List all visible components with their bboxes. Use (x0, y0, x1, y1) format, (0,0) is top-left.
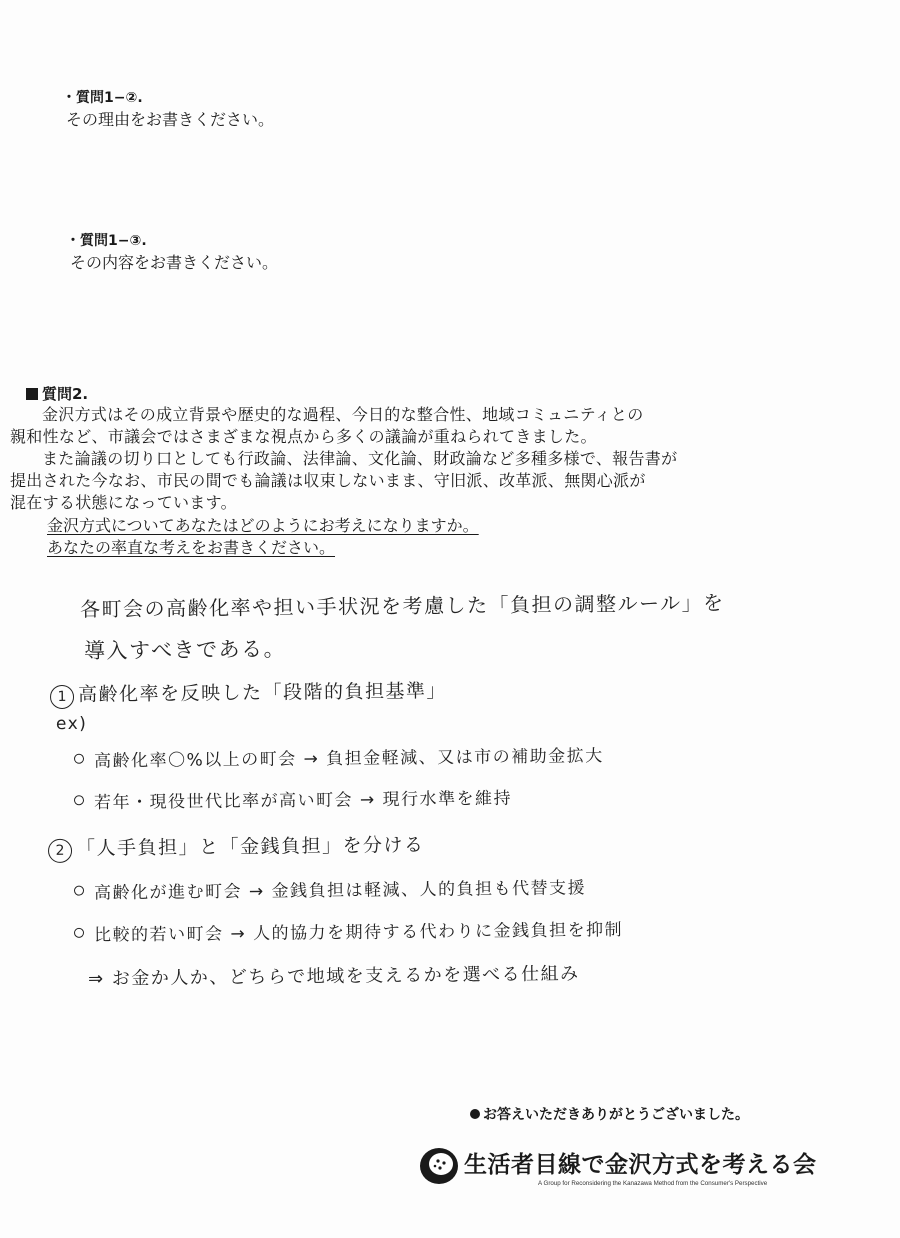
prompt-line-2: あなたの率直な考えをお書きください。 (47, 538, 336, 557)
answer-item-2-bullet-2 (74, 915, 623, 946)
organization-name: 生活者目線で金沢方式を考える会 (464, 1152, 817, 1178)
question-1-2 (62, 88, 274, 130)
ring-bullet-icon (74, 928, 84, 938)
black-dot-icon (470, 1109, 480, 1119)
answer-line-2: 導入すべきである。 (83, 636, 287, 664)
black-square-icon (26, 388, 38, 400)
question-2-heading-text: 質問2. (42, 385, 89, 403)
question-1-3-label: ・質問1−③. (66, 233, 147, 249)
answer-line-1: 各町会の高齢化率や担い手状況を考慮した「負担の調整ルール」を (79, 590, 725, 622)
question-2-heading (26, 384, 786, 404)
ring-bullet-icon (74, 795, 84, 805)
circled-number-2: 2 (48, 839, 72, 863)
answer-item-1-bullet-1 (74, 741, 604, 772)
answer-item-2-bullet-2-text: 比較的若い町会 → 人的協力を期待する代わりに金銭負担を抑制 (93, 920, 624, 946)
answer-conclusion: ⇒ お金か人か、どちらで地域を支えるかを選べる仕組み (87, 963, 580, 990)
question-1-2-text: その理由をお書きください。 (66, 110, 275, 129)
answer-item-1-bullet-2 (74, 784, 512, 814)
onigiri-logo-icon (418, 1144, 460, 1186)
question-2 (10, 384, 786, 559)
question-1-3-text: その内容をお書きください。 (70, 253, 279, 272)
paragraph-2-line-1: また論議の切り口としても行政論、法律論、文化論、財政論など多種多様で、報告書が (42, 449, 678, 468)
ring-bullet-icon (74, 754, 84, 764)
answer-item-2-title-row (48, 830, 425, 863)
answer-item-1-bullet-2-text: 若年・現役世代比率が高い町会 → 現行水準を維持 (93, 788, 513, 814)
paragraph-1-line-1: 金沢方式はその成立背景や歴史的な過程、今日的な整合性、地域コミュニティとの (42, 405, 644, 424)
organization-logo (418, 1142, 818, 1194)
thanks-text: お答えいただきありがとうございました。 (483, 1107, 749, 1123)
prompt-line-1: 金沢方式についてあなたはどのようにお考えになりますか。 (47, 516, 479, 535)
paragraph-2-line-2: 提出された今なお、市民の間でも論議は収束しないまま、守旧派、改革派、無関心派が (10, 471, 646, 490)
circled-number-1: 1 (50, 685, 74, 709)
answer-item-1-bullet-1-text: 高齢化率〇%以上の町会 → 負担金軽減、又は市の補助金拡大 (93, 746, 604, 772)
question-2-paragraph-1 (10, 404, 786, 448)
answer-item-1-title: 高齢化率を反映した「段階的負担基準」 (77, 679, 448, 706)
organization-name-english: A Group for Reconsidering the Kanazawa Method from the Consumer's Perspective (538, 1180, 768, 1187)
answer-item-2-bullet-1 (74, 873, 586, 903)
answer-item-1-ex: ex) (55, 713, 88, 735)
paragraph-1-line-2: 親和性など、市議会ではさまざまな視点から多くの議論が重ねられてきました。 (10, 427, 597, 446)
paragraph-2-line-3: 混在する状態になっています。 (10, 493, 237, 512)
ring-bullet-icon (74, 886, 84, 896)
answer-item-1-title-row (50, 676, 447, 709)
question-2-prompt (26, 515, 786, 559)
answer-item-2-bullet-1-text: 高齢化が進む町会 → 金銭負担は軽減、人的負担も代替支援 (93, 878, 587, 904)
question-2-paragraph-2 (10, 448, 786, 514)
answer-item-2-title: 「人手負担」と「金銭負担」を分ける (75, 834, 425, 860)
question-1-2-label: ・質問1−②. (62, 90, 143, 106)
thanks-message (470, 1104, 749, 1124)
question-1-3 (66, 231, 278, 273)
